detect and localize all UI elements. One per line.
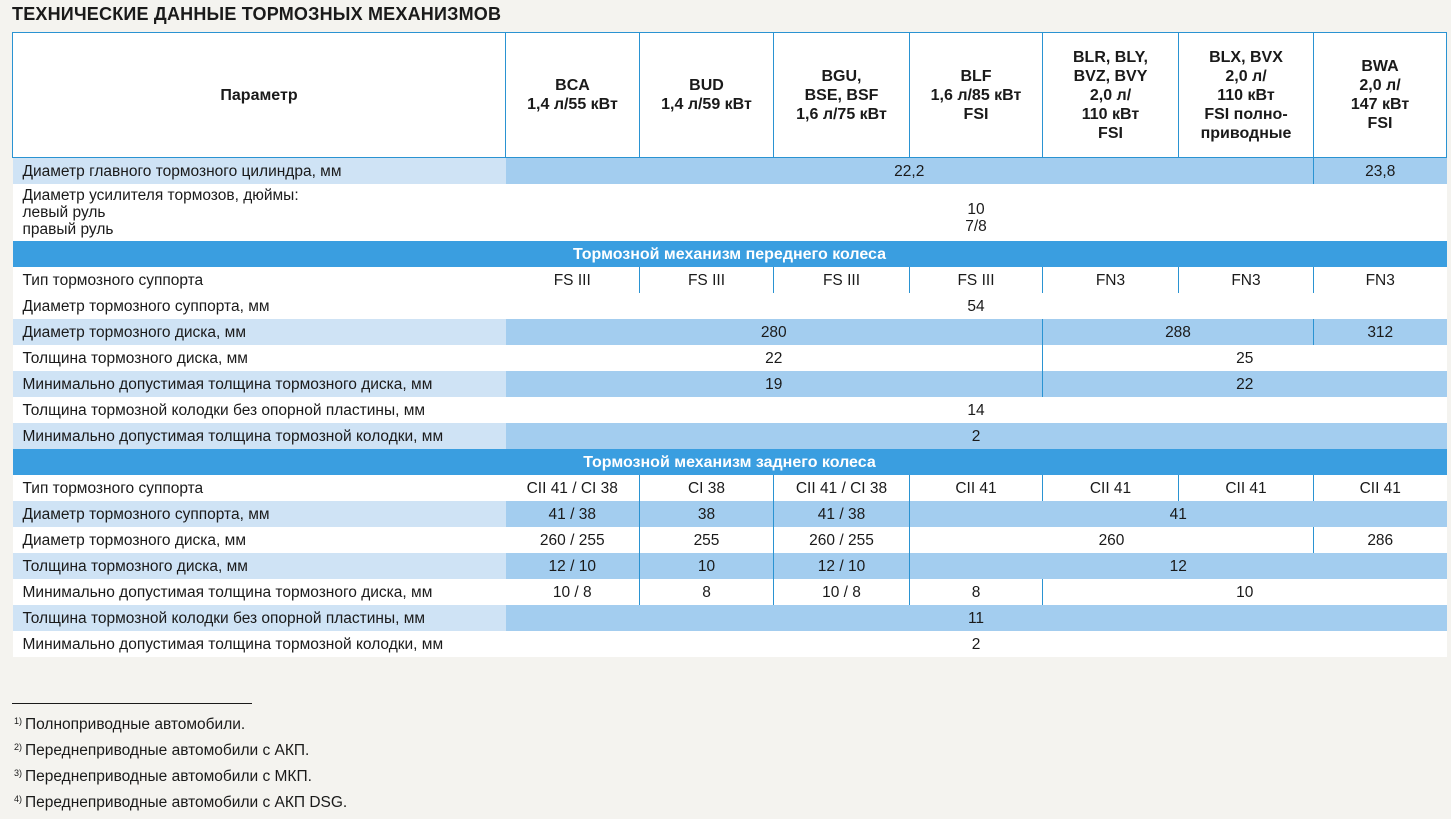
table-cell: CII 41 <box>910 475 1043 501</box>
header-row <box>13 33 1447 158</box>
header-line: BSE, BSF <box>804 86 879 104</box>
table-cell: 286 <box>1314 527 1447 553</box>
header-line: FSI <box>1367 115 1393 132</box>
row-label: Толщина тормозного диска, мм <box>13 345 506 371</box>
header-line: FSI <box>963 105 989 123</box>
page-title: ТЕХНИЧЕСКИЕ ДАННЫЕ ТОРМОЗНЫХ МЕХАНИЗМОВ <box>12 4 502 24</box>
header-line: BLX, BVX <box>1209 48 1283 66</box>
table-cell: 54 <box>506 293 1447 319</box>
cell-value: 10 <box>967 201 985 218</box>
header-line: 2,0 л/ <box>1359 77 1401 94</box>
table-cell: FN3 <box>1043 267 1179 293</box>
table-cell: 10 <box>640 553 774 579</box>
header-line: 1,4 л/55 кВт <box>527 96 618 113</box>
header-col-bgu <box>774 33 910 158</box>
table-row <box>13 423 1447 449</box>
row-label: Тип тормозного суппорта <box>13 475 506 501</box>
table-row <box>13 501 1447 527</box>
footnote-text: Переднеприводные автомобили с АКП DSG. <box>25 794 348 811</box>
header-line: 147 кВт <box>1350 96 1410 113</box>
header-line: 110 кВт <box>1217 86 1275 104</box>
table-row <box>13 631 1447 657</box>
table-cell: 260 / 255 <box>506 527 640 553</box>
table-row <box>13 527 1447 553</box>
table-cell: 22,2 <box>506 158 1314 185</box>
table-cell: CII 41 <box>1179 475 1314 501</box>
footnote <box>14 788 347 814</box>
table-cell: CII 41 <box>1043 475 1179 501</box>
footnote <box>14 710 347 736</box>
header-col-bwa <box>1314 33 1447 158</box>
header-line: 2,0 л/ <box>1089 86 1132 104</box>
footnote-text: Переднеприводные автомобили с МКП. <box>25 768 312 785</box>
footnote-mark: 1) <box>14 716 23 726</box>
section-title: Тормозной механизм переднего колеса <box>13 241 1447 267</box>
table-cell: CII 41 / CI 38 <box>774 475 910 501</box>
table-cell: 10 <box>1043 579 1447 605</box>
table-row <box>13 579 1447 605</box>
row-label: Диаметр тормозного диска, мм <box>13 319 506 345</box>
table-cell: 10 / 8 <box>506 579 640 605</box>
header-line: FSI <box>1098 124 1123 142</box>
header-line: 2,0 л/ <box>1225 67 1267 85</box>
brake-specs-table <box>12 32 1447 657</box>
table-row <box>13 397 1447 423</box>
header-line: FSI полно- <box>1204 105 1288 123</box>
row-label: Диаметр тормозного диска, мм <box>13 527 506 553</box>
cell-value: 7/8 <box>965 218 987 235</box>
table-row <box>13 319 1447 345</box>
footnote-text: Переднеприводные автомобили с АКП. <box>25 742 310 759</box>
table-cell <box>506 184 1447 241</box>
footnote <box>14 762 347 788</box>
table-cell: 19 <box>506 371 1043 397</box>
row-label: Минимально допустимая толщина тормозного диска, мм <box>13 579 506 605</box>
table-cell: 41 / 38 <box>506 501 640 527</box>
table-cell: CII 41 <box>1314 475 1447 501</box>
table-cell: FS III <box>774 267 910 293</box>
table-cell: 12 <box>910 553 1447 579</box>
row-label: Минимально допустимая толщина тормозной колодки, мм <box>13 631 506 657</box>
table-row <box>13 475 1447 501</box>
header-col-blf <box>910 33 1043 158</box>
footnote <box>14 736 347 762</box>
table-cell: 10 / 8 <box>774 579 910 605</box>
table-cell: 14 <box>506 397 1447 423</box>
table-cell: 23,8 <box>1314 158 1447 185</box>
table-cell: 41 <box>910 501 1447 527</box>
row-label: Диаметр тормозного суппорта, мм <box>13 293 506 319</box>
header-line: 1,4 л/59 кВт <box>661 96 752 113</box>
table-cell: 260 <box>910 527 1314 553</box>
row-label: Толщина тормозной колодки без опорной пластины, мм <box>13 605 506 631</box>
table-cell: 2 <box>506 631 1447 657</box>
table-cell: 12 / 10 <box>774 553 910 579</box>
section-header <box>13 449 1447 475</box>
table-cell: 312 <box>1314 319 1447 345</box>
header-line: BCA <box>555 77 590 94</box>
table-cell: 22 <box>506 345 1043 371</box>
table-cell: 260 / 255 <box>774 527 910 553</box>
sub-label: правый руль <box>22 221 114 238</box>
row-label: Толщина тормозной колодки без опорной пластины, мм <box>13 397 506 423</box>
table-cell: FN3 <box>1179 267 1314 293</box>
header-line: BLR, BLY, <box>1073 48 1148 66</box>
table-row <box>13 371 1447 397</box>
header-line: 110 кВт <box>1081 105 1140 123</box>
header-col-blr <box>1043 33 1179 158</box>
group-label: Диаметр усилителя тормозов, дюймы: <box>22 187 299 204</box>
header-line: BGU, <box>821 67 862 85</box>
table-row <box>13 605 1447 631</box>
row-label: Толщина тормозного диска, мм <box>13 553 506 579</box>
footnote-mark: 3) <box>14 768 23 778</box>
table-cell: 8 <box>640 579 774 605</box>
table-cell: FS III <box>910 267 1043 293</box>
footnote-divider <box>12 703 252 704</box>
header-param: Параметр <box>13 33 506 158</box>
table-row <box>13 553 1447 579</box>
footnote-text: Полноприводные автомобили. <box>25 716 246 733</box>
header-line: BUD <box>689 77 724 94</box>
table-cell: FS III <box>640 267 774 293</box>
row-label <box>13 184 506 241</box>
footnote-mark: 4) <box>14 794 23 804</box>
header-line: приводные <box>1200 124 1292 142</box>
header-col-bca <box>506 33 640 158</box>
table-cell: CII 41 / CI 38 <box>506 475 640 501</box>
header-line: 1,6 л/75 кВт <box>796 105 887 123</box>
table-cell: FS III <box>506 267 640 293</box>
table-cell: 41 / 38 <box>774 501 910 527</box>
table-cell: 25 <box>1043 345 1447 371</box>
row-label: Минимально допустимая толщина тормозного диска, мм <box>13 371 506 397</box>
table-cell: 280 <box>506 319 1043 345</box>
header-line: 1,6 л/85 кВт <box>930 86 1022 104</box>
table-cell: 288 <box>1043 319 1314 345</box>
footnote-mark: 2) <box>14 742 23 752</box>
row-label: Минимально допустимая толщина тормозной колодки, мм <box>13 423 506 449</box>
header-col-bud <box>640 33 774 158</box>
header-col-blx <box>1179 33 1314 158</box>
table-cell: FN3 <box>1314 267 1447 293</box>
sub-label: левый руль <box>22 204 106 221</box>
row-label: Диаметр тормозного суппорта, мм <box>13 501 506 527</box>
table-cell: 8 <box>910 579 1043 605</box>
table-cell: CI 38 <box>640 475 774 501</box>
footnotes <box>14 710 347 814</box>
table-row <box>13 345 1447 371</box>
section-header <box>13 241 1447 267</box>
table-cell: 38 <box>640 501 774 527</box>
table-cell: 255 <box>640 527 774 553</box>
table-row <box>13 184 1447 241</box>
header-line: BVZ, BVY <box>1073 67 1148 85</box>
table-cell: 12 / 10 <box>506 553 640 579</box>
table-cell: 11 <box>506 605 1447 631</box>
header-line: BWA <box>1361 58 1399 75</box>
table-cell: 2 <box>506 423 1447 449</box>
table-row <box>13 267 1447 293</box>
table-cell: 22 <box>1043 371 1447 397</box>
row-label: Тип тормозного суппорта <box>13 267 506 293</box>
section-title: Тормозной механизм заднего колеса <box>13 449 1447 475</box>
table-row <box>13 158 1447 185</box>
table-row <box>13 293 1447 319</box>
row-label: Диаметр главного тормозного цилиндра, мм <box>13 158 506 185</box>
header-line: BLF <box>960 67 992 85</box>
